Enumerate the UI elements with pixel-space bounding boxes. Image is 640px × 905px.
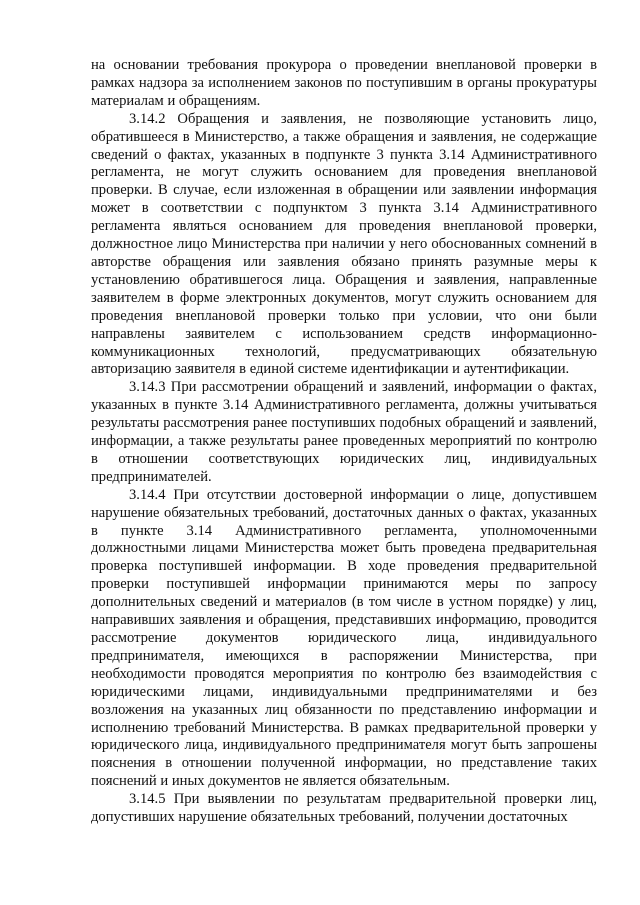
paragraph-3-14-5: 3.14.5 При выявлении по результатам предварительной проверки лиц, допустивших нарушение обязательных требований, получении достаточных [91,791,597,826]
document-page [91,57,597,827]
paragraph-3-14-4: 3.14.4 При отсутствии достоверной информации о лице, допустившем нарушение обязательных требований, достаточных данных о фактах, указанных в пункте 3.14 Административного регламента, уполномоченными должностными лицами Министерства может быть проведена предварительная проверка поступившей информации. В ходе проведения предварительной проверки поступившей информации принимаются меры по запросу дополнительных сведений и материалов (в том числе в устном порядке) у лиц, направивших заявления и обращения, представивших информацию, проводится рассмотрение документов юридического лица, индивидуального предпринимателя, имеющихся в распоряжении Министерства, при необходимости проводятся мероприятия по контролю без взаимодействия с юридическими лицами, индивидуальными предпринимателями и без возложения на указанных лиц обязанности по представлению информации и исполнению требований Министерства. В рамках предварительной проверки у юридического лица, индивидуального предпринимателя могут быть запрошены пояснения в отношении полученной информации, но представление таких пояснений и иных документов не является обязательным. [91,486,597,790]
paragraph-intro: на основании требования прокурора о проведении внеплановой проверки в рамках надзора за исполнением законов по поступившим в органы прокуратуры материалам и обращениям. [91,57,597,109]
paragraph-3-14-3: 3.14.3 При рассмотрении обращений и заявлений, информации о фактах, указанных в пункте 3.14 Административного регламента, должны учитываться результаты рассмотрения ранее поступивших подобных обращений и заявлений, информации, а также результаты ранее проведенных мероприятий по контролю в отношении соответствующих юридических лиц, индивидуальных предпринимателей. [91,379,597,485]
paragraph-3-14-2: 3.14.2 Обращения и заявления, не позволяющие установить лицо, обратившееся в Министерство, а также обращения и заявления, не содержащие сведений о фактах, указанных в подпункте 3 пункта 3.14 Административного регламента, не могут служить основанием для проведения внеплановой проверки. В случае, если изложенная в обращении или заявлении информация может в соответствии с подпунктом 3 пункта 3.14 Административного регламента являться основанием для проведения внеплановой проверки, должностное лицо Министерства при наличии у него обоснованных сомнений в авторстве обращения или заявления обязано принять разумные меры к установлению обратившегося лица. Обращения и заявления, направленные заявителем в форме электронных документов, могут служить основанием для проведения внеплановой проверки только при условии, что они были направлены заявителем с использованием средств информационно-коммуникационных технологий, предусматривающих обязательную авторизацию заявителя в единой системе идентификации и аутентификации. [91,110,597,378]
